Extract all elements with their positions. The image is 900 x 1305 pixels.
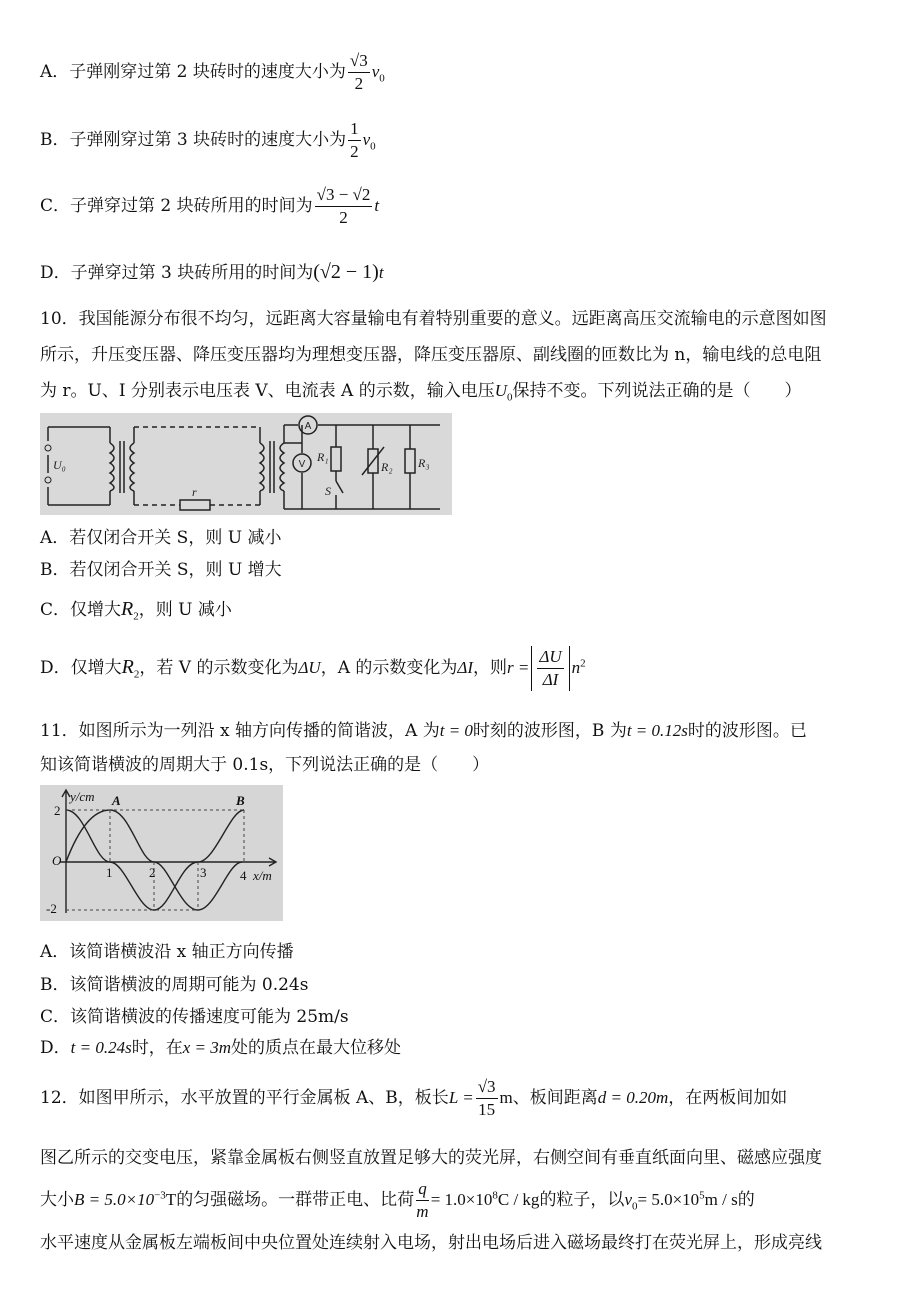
q12-v0-var: v [624,1190,632,1209]
q9-option-c [40,184,379,229]
q11-option-a: A．该简谐横波沿 x 轴正方向传播 [40,942,294,962]
q11-option-c: C．该简谐横波的传播速度可能为 25m/s [40,1007,349,1027]
wave-label-b: B [236,793,245,808]
q11-stem-line1-post: 时的波形图。已 [687,721,807,741]
q9-option-d-expr: (√2 − 1) [313,261,379,283]
q12-v0-unit: m / s [704,1190,738,1209]
q9-option-b-var: v [362,130,371,149]
q12-stem-line1-post: ，在两板间加如 [668,1088,788,1108]
q10-option-c-text: C．仅增大 [40,600,122,620]
wave-x-tick-3: 3 [200,865,207,880]
wave-label-a: A [112,793,121,808]
q10-option-d-sub: 2 [133,668,140,681]
q10-circuit-figure [40,413,452,515]
q9-option-b-num: 1 [348,118,361,141]
q10-option-d-den: ΔI [542,670,559,689]
q10-option-d-r: r = [507,658,530,677]
q9-option-a-sub: 0 [379,72,385,85]
wave-x-tick-4: 4 [240,868,247,883]
q12-B: B = 5.0×10 [74,1190,155,1209]
q12-L-num: √3 [476,1076,498,1099]
q10-stem-line2: 所示，升压变压器、降压变压器均为理想变压器，降压变压器原、副线圈的匝数比为 n，输电线的总电阻 [40,345,822,365]
q12-stem-line3-text: 大小 [40,1190,74,1210]
q9-option-c-den: 2 [339,208,348,227]
q12-L-fraction [476,1076,498,1121]
q9-option-a-num: √3 [348,50,370,73]
q12-qm-value: = 1.0×10 [430,1190,493,1209]
q11-t1: t = 0.12s [626,721,688,740]
q10-option-d-text: D．仅增大 [40,658,122,678]
resistor-r3 [405,449,415,473]
q10-option-d-exp: 2 [580,657,586,670]
q10-option-c-var: R [121,598,134,620]
q10-u0-var: U [494,381,508,400]
q9-option-b-sub: 0 [370,140,376,153]
q12-L-den: 15 [478,1100,496,1119]
q9-option-a [40,50,385,95]
label-r2: R₂ [381,460,393,474]
q12-v0-value: = 5.0×10 [637,1190,700,1209]
q12-stem-line2: 图乙所示的交变电压，紧靠金属板右侧竖直放置足够大的荧光屏，右侧空间有垂直纸面向里、磁感应强度 [40,1148,822,1168]
q12-stem-line1-text: 12．如图甲所示，水平放置的平行金属板 A、B，板长 [40,1088,449,1108]
label-r3: R₃ [418,456,430,470]
wave-background [40,785,283,921]
q9-option-b-fraction [348,118,361,163]
q10-stem-line3-text: 为 r。U、I 分别表示电压表 V、电流表 A 的示数，输入电压 [40,381,495,401]
q10-stem-line3 [40,376,802,403]
q11-wave-figure [40,785,283,921]
q9-option-c-text: C．子弹穿过第 2 块砖所用的时间为 [40,196,313,216]
q9-option-d-text: D．子弹穿过第 3 块砖所用的时间为 [40,263,314,283]
resistor-r1 [331,447,341,471]
q9-option-c-var: t [374,196,380,215]
q12-qm-exp: 8 [492,1189,498,1202]
q11-stem-line2: 知该简谐横波的周期大于 0.1s，下列说法正确的是（ ） [40,755,490,775]
line-resistor-r [180,500,210,510]
q9-option-b [40,118,376,163]
q10-option-c-post: ，则 U 减小 [138,600,232,620]
q9-option-d [40,258,384,284]
q11-option-d-text: D． [40,1038,71,1058]
q10-option-d-di: ΔI [457,658,474,677]
q12-d: d = 0.20m [597,1088,669,1107]
q10-option-d-mid1: ，若 V 的示数变化为 [139,658,299,678]
q12-L: L = [448,1088,474,1107]
label-u0: U₀ [53,458,66,472]
q10-option-d-n: n [571,658,581,677]
wave-x-tick-2: 2 [149,865,156,880]
q12-qm-num: q [416,1178,429,1201]
q9-option-c-fraction [315,184,373,229]
q12-qm-unit: C / kg [497,1190,540,1209]
label-s: S [325,484,331,498]
q12-v0-exp: 5 [699,1189,705,1202]
wave-y-tick-bottom: -2 [46,901,57,916]
q11-t0: t = 0 [439,721,473,740]
q12-L-unit: m [499,1088,513,1107]
wave-origin: O [52,853,62,868]
q9-option-c-num: √3 − √2 [315,184,373,207]
q10-option-b: B．若仅闭合开关 S，则 U 增大 [40,560,282,580]
q12-stem-line3-post: 的 [737,1190,755,1210]
q10-option-d-mid3: ，则 [473,658,508,678]
q11-option-d-x: x = 3m [182,1038,231,1057]
q11-option-d-t: t = 0.24s [70,1038,132,1057]
q11-stem-line1-text: 11．如图所示为一列沿 x 轴方向传播的简谐波，A 为 [40,721,440,741]
q10-stem-line3-post: 保持不变。下列说法正确的是（ ） [512,381,802,401]
q10-option-a: A．若仅闭合开关 S，则 U 减小 [40,528,282,548]
q9-option-b-den: 2 [350,142,359,161]
q10-option-d-abs [531,646,569,691]
q11-stem-line1-mid: 时刻的波形图，B 为 [472,721,627,741]
q10-option-d-mid2: ，A 的示数变化为 [320,658,458,678]
wave-x-label: x/m [253,868,272,883]
q12-stem-line3 [40,1178,755,1223]
q10-stem-line1: 10．我国能源分布很不均匀，远距离大容量输电有着特别重要的意义。远距离高压交流输电的示意图如图 [40,309,827,329]
q10-u0-sub: 0 [507,391,513,404]
label-r1: R₁ [317,450,329,464]
q10-option-d-fraction [537,646,563,691]
label-r: r [192,485,197,499]
q12-B-exp: −3 [154,1189,166,1202]
wave-y-label: y/cm [70,789,95,804]
q9-option-a-fraction [348,50,370,95]
q11-option-d-mid: 时，在 [131,1038,183,1058]
wave-x-tick-1: 1 [106,865,113,880]
q10-option-c-sub: 2 [133,610,139,623]
q10-option-c [40,595,232,622]
q10-option-d-num: ΔU [537,646,563,669]
q9-option-a-den: 2 [354,74,364,93]
q11-option-b: B．该简谐横波的周期可能为 0.24s [40,975,309,995]
q12-qm-den: m [416,1202,429,1221]
q9-option-d-var: t [378,263,384,282]
q9-option-b-text: B．子弹刚穿过第 3 块砖时的速度大小为 [40,130,347,150]
q10-option-d-du: ΔU [298,658,321,677]
q11-option-d [40,1033,401,1058]
q12-stem-line4: 水平速度从金属板左端板间中央位置处连续射入电场，射出电场后进入磁场最终打在荧光屏上，形成亮线 [40,1233,822,1253]
q12-v0-sub: 0 [631,1200,638,1213]
label-ammeter: A [304,421,312,432]
q12-stem-line3-mid: 的匀强磁场。一群带正电、比荷 [176,1190,415,1210]
q12-B-unit: T [165,1190,177,1209]
q9-option-a-text: A．子弹刚穿过第 2 块砖时的速度大小为 [40,62,346,82]
wave-y-tick-top: 2 [54,803,61,818]
q11-option-d-post: 处的质点在最大位移处 [231,1038,401,1058]
label-voltmeter: V [298,459,306,470]
q12-qm-fraction [416,1178,429,1223]
q12-stem-line1 [40,1076,787,1121]
q12-stem-line3-mid2: 的粒子，以 [539,1190,625,1210]
q10-option-d [40,646,586,691]
q11-stem-line1 [40,716,807,741]
q12-stem-line1-mid: 、板间距离 [512,1088,598,1108]
q10-option-d-var: R [121,656,134,678]
q9-option-a-var: v [371,62,380,81]
